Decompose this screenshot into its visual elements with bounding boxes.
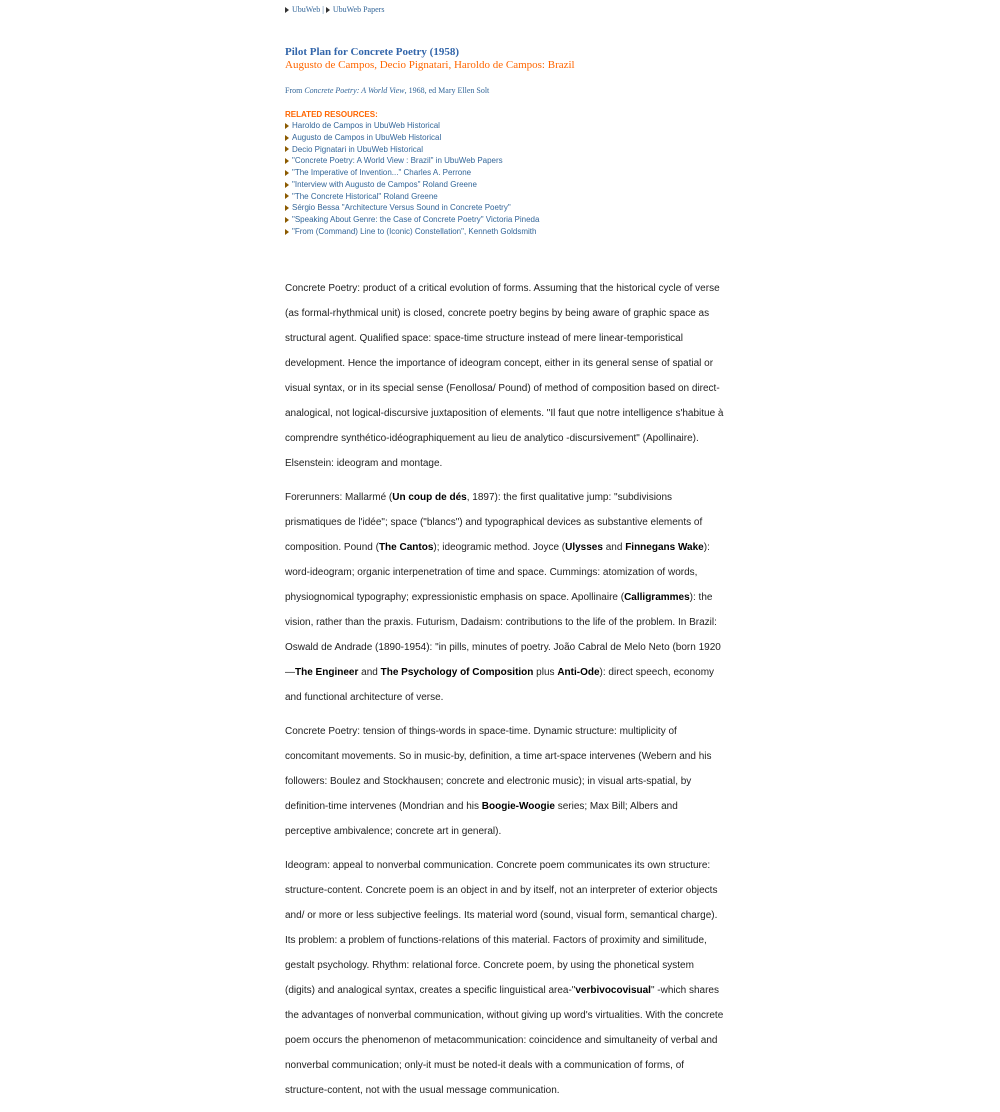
arrow-bullet-icon <box>285 146 289 152</box>
paragraph-text: " -which shares the advantages of nonverbal communication, without giving up word's virtualities. With the concrete poem occurs the phenomenon of metacommunication: coincidence and simultaneity of verbal and nonverbal communication; only-it must be noted-it deals with a communication of forms, of structure-content, not with the usual message communication. <box>285 984 724 1096</box>
page-title: Pilot Plan for Concrete Poetry (1958) <box>285 46 460 58</box>
work-title: The Psychology of Composition <box>380 666 534 678</box>
page-content <box>285 4 725 1112</box>
paragraph-text: ): word-ideogram; organic interpenetration of time and space. Cummings: atomization of words, physiognomical typography; expressionistic emphasis on space. Apollinaire ( <box>285 541 710 603</box>
list-item <box>285 144 725 156</box>
work-title: Finnegans Wake <box>625 541 704 553</box>
list-item <box>285 179 725 191</box>
work-title: The Engineer <box>295 666 359 678</box>
related-resource-link[interactable]: "Interview with Augusto de Campos" Roland Greene <box>292 179 477 189</box>
related-resource-link[interactable]: Augusto de Campos in UbuWeb Historical <box>292 132 442 142</box>
arrow-bullet-icon <box>285 123 289 129</box>
list-item <box>285 214 725 226</box>
work-title: The Cantos <box>378 541 434 553</box>
article-paragraph <box>285 485 725 710</box>
article-body <box>285 276 725 1103</box>
article-authors: Augusto de Campos, Decio Pignatari, Haroldo de Campos: Brazil <box>285 59 575 71</box>
list-item <box>285 132 725 144</box>
work-title: Ulysses <box>565 541 603 553</box>
nav-separator: | <box>320 5 324 14</box>
list-item <box>285 167 725 179</box>
related-resource-link[interactable]: "The Imperative of Invention..." Charles A. Perrone <box>292 168 472 177</box>
work-title: Boogie-Woogie <box>481 800 555 812</box>
article-header <box>285 46 725 72</box>
arrow-bullet-icon <box>285 170 289 176</box>
work-title: Anti-Ode <box>557 666 600 678</box>
nav-link-ubuweb-papers[interactable]: UbuWeb Papers <box>332 5 385 14</box>
related-resource-link[interactable]: "Concrete Poetry: A World View : Brazil" in UbuWeb Papers <box>292 156 503 166</box>
source-citation <box>285 86 725 96</box>
paragraph-text: and <box>358 666 381 678</box>
arrow-bullet-icon <box>285 158 289 164</box>
article-paragraph <box>285 276 725 476</box>
arrow-bullet-icon <box>285 193 289 199</box>
list-item <box>285 191 725 203</box>
paragraph-text: ): the vision, rather than the praxis. Futurism, Dadaism: contributions to the life of the problem. In Brazil: Oswald de Andrade (1890-1954): "in pills, minutes of poetry. João Cabral de Melo Neto (born 1920— <box>285 591 721 678</box>
arrow-bullet-icon <box>285 217 289 223</box>
paragraph-text: Forerunners: Mallarmé ( <box>285 491 393 503</box>
work-title: Calligrammes <box>624 591 690 603</box>
paragraph-text: Ideogram: appeal to nonverbal communication. Concrete poem communicates its own structure: structure-content. Concrete poem is an object in and by itself, not an interpreter of exterior objects and/ or more or less subjective feelings. Its material word (sound, visual form, semantical charge). Its problem: a problem of functions-relations of this material. Factors of proximity and similitude, gestalt psychology. Rhythm: relational force. Concrete poem, by using the phonetical system (digits) and analogical syntax, creates a specific linguistical area-" <box>285 859 718 996</box>
paragraph-text: , 1897): the first qualitative jump: "subdivisions prismatiques de l'idée"; space ("blancs") and typographical devices as substantive elements of composition. Pound ( <box>285 491 703 553</box>
arrow-bullet-icon <box>285 182 289 188</box>
list-item <box>285 202 725 214</box>
paragraph-text: series; Max Bill; Albers and perceptive ambivalence; concrete art in general). <box>285 800 678 837</box>
source-prefix: From <box>285 86 305 95</box>
paragraph-text: and <box>602 541 626 553</box>
arrow-bullet-icon <box>285 205 289 211</box>
related-resource-link[interactable]: Decio Pignatari in UbuWeb Historical <box>292 144 424 154</box>
arrow-bullet-icon <box>285 7 289 13</box>
top-nav <box>285 4 725 18</box>
arrow-bullet-icon <box>326 7 330 13</box>
paragraph-text: ); ideogramic method. Joyce ( <box>433 541 566 553</box>
source-suffix: , 1968, ed Mary Ellen Solt <box>404 86 490 95</box>
related-resource-link[interactable]: Haroldo de Campos in UbuWeb Historical <box>292 121 440 130</box>
article-paragraph <box>285 719 725 844</box>
paragraph-text: ): direct speech, economy and functional architecture of verse. <box>285 666 715 703</box>
related-resource-link[interactable]: Sérgio Bessa "Architecture Versus Sound in Concrete Poetry" <box>292 203 511 213</box>
arrow-bullet-icon <box>285 135 289 141</box>
related-resource-link[interactable]: "From (Command) Line to (Iconic) Constellation", Kenneth Goldsmith <box>292 226 537 236</box>
paragraph-text: Concrete Poetry: product of a critical evolution of forms. Assuming that the historical cycle of verse (as formal-rhythmical unit) is closed, concrete poetry begins by being aware of graphic space as structural agent. Qualified space: space-time structure instead of mere linear-temporistical development. Hence the importance of ideogram concept, either in its general sense of spatial or visual syntax, or in its special sense (Fenollosa/ Pound) of method of composition based on direct-analogical, not logical-discursive juxtaposition of elements. "Il faut que notre intelligence s'habitue à comprendre synthético-idéographiquement au lieu de analytico -discursivement" (Apollinaire). Elsenstein: ideogram and montage. <box>285 282 724 469</box>
paragraph-text: Concrete Poetry: tension of things-words in space-time. Dynamic structure: multiplicity of concomitant movements. So in music-by, definition, a time art-space intervenes (Webern and his followers: Boulez and Stockhausen; concrete and electronic music); in visual arts-spatial, by definition-time intervenes (Mondrian and his <box>285 725 712 812</box>
work-title: Un coup de dés <box>392 491 467 503</box>
list-item <box>285 120 725 132</box>
source-book-title: Concrete Poetry: A World View <box>304 86 405 95</box>
list-item <box>285 155 725 167</box>
article-paragraph <box>285 853 725 1103</box>
arrow-bullet-icon <box>285 229 289 235</box>
related-resources-heading: RELATED RESOURCES: <box>285 110 378 119</box>
related-resource-link[interactable]: "Speaking About Genre: the Case of Concrete Poetry" Victoria Pineda <box>292 215 540 224</box>
related-resources-list <box>285 120 725 238</box>
paragraph-text: plus <box>533 666 558 678</box>
nav-link-ubuweb[interactable]: UbuWeb <box>292 5 321 14</box>
list-item <box>285 226 725 238</box>
work-title: verbivocovisual <box>575 984 651 996</box>
related-resource-link[interactable]: "The Concrete Historical" Roland Greene <box>292 191 438 201</box>
